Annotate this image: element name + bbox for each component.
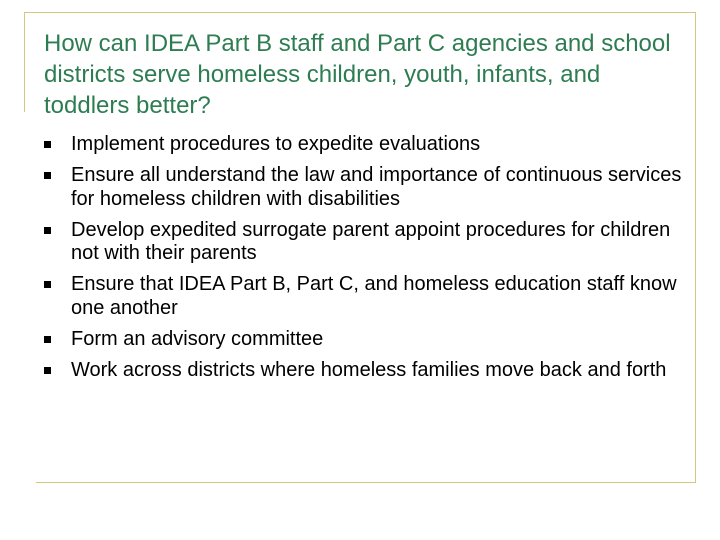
bullet-text: Form an advisory committee	[71, 327, 324, 350]
square-bullet-icon	[44, 141, 51, 148]
bullet-item	[44, 133, 684, 157]
bullet-text: Implement procedures to expedite evaluations	[71, 133, 481, 155]
square-bullet-icon	[44, 367, 51, 374]
bullet-item	[44, 328, 684, 352]
square-bullet-icon	[44, 172, 51, 179]
bullet-item	[44, 164, 684, 211]
frame-bottom-line	[36, 482, 696, 483]
bullet-text: Ensure that IDEA Part B, Part C, and homeless education staff know one another	[71, 273, 677, 319]
bullet-text: Ensure all understand the law and importance of continuous services for homeless children with disabilities	[71, 164, 682, 210]
bullet-item	[44, 359, 684, 383]
frame-top-line	[24, 12, 696, 13]
bullet-list	[44, 133, 684, 390]
bullet-text: Work across districts where homeless families move back and forth	[71, 358, 667, 381]
bullet-item	[44, 219, 684, 266]
frame-left-line	[24, 12, 25, 112]
bullet-text: Develop expedited surrogate parent appoint procedures for children not with their parents	[71, 218, 671, 264]
square-bullet-icon	[44, 227, 51, 234]
slide-title: How can IDEA Part B staff and Part C agencies and school districts serve homeless children, youth, infants, and toddlers better?	[44, 30, 671, 119]
frame-right-line	[695, 12, 696, 482]
bullet-item	[44, 273, 684, 320]
square-bullet-icon	[44, 336, 51, 343]
square-bullet-icon	[44, 281, 51, 288]
